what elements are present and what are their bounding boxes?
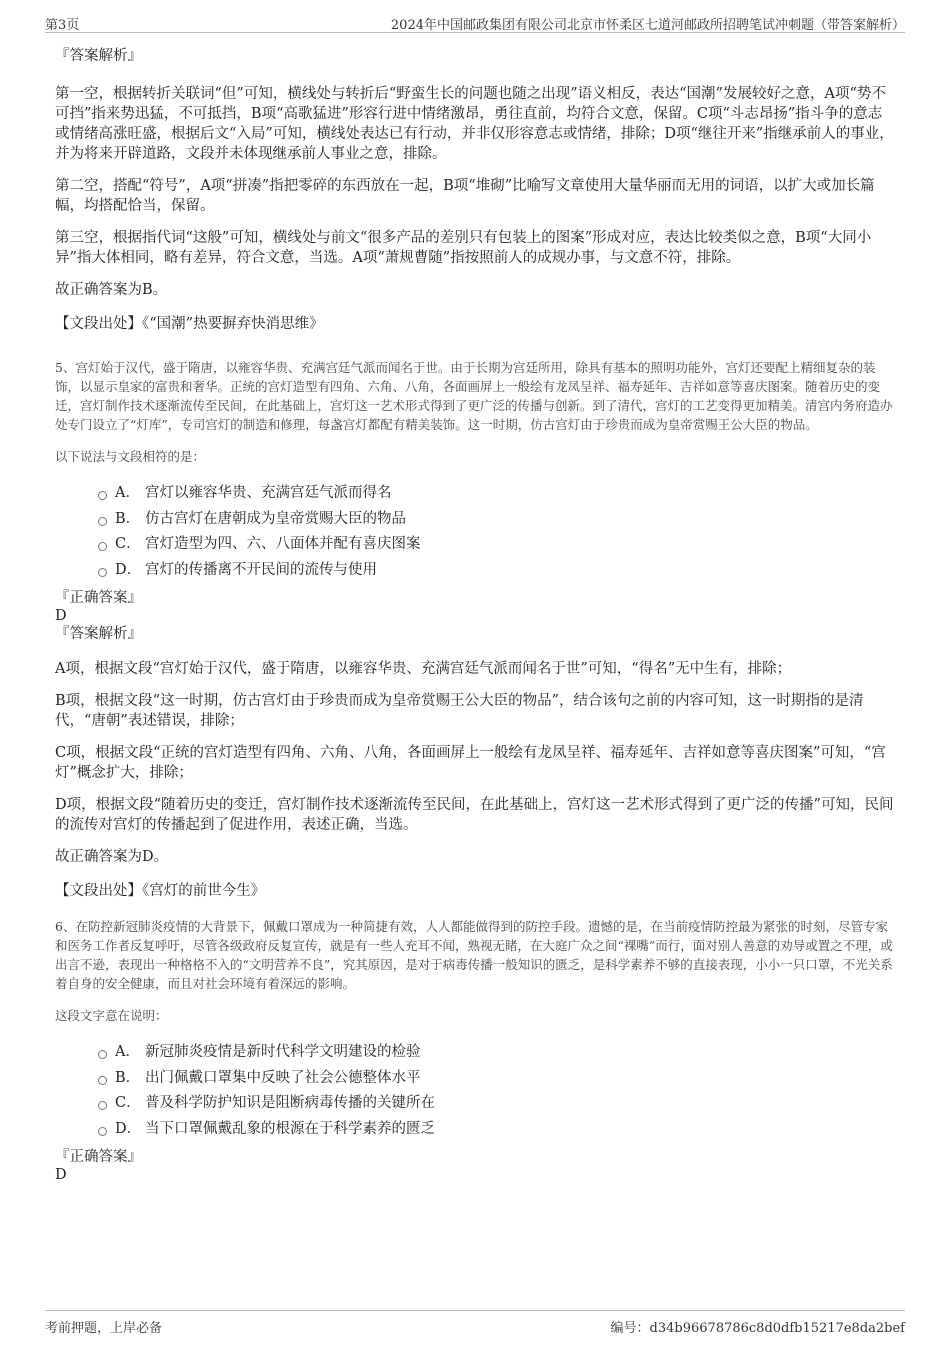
option-b[interactable]: B． 仿古宫灯在唐朝成为皇帝赏赐大臣的物品 [98, 507, 895, 533]
option-d[interactable]: D． 当下口罩佩戴乱象的根源在于科学素养的匮乏 [98, 1117, 895, 1143]
option-text: 宫灯以雍容华贵、充满宫廷气派而得名 [145, 485, 392, 501]
analysis-label: 『答案解析』 [55, 626, 142, 642]
analysis-paragraph: C项，根据文段“正统的宫灯造型有四角、六角、八角，各面画屏上一般绘有龙凤呈祥、福寿延年、吉祥如意等喜庆图案”可知，“宫灯”概念扩大，排除； [55, 745, 886, 781]
option-d[interactable]: D． 宫灯的传播离不开民间的流传与使用 [98, 558, 895, 584]
option-text: 出门佩戴口罩集中反映了社会公德整体水平 [145, 1069, 421, 1086]
question-passage: 5、宫灯始于汉代，盛于隋唐，以雍容华贵、充满宫廷气派而闻名于世。由于长期为宫廷所用，除具有基本的照明功能外，宫灯还要配上精细复杂的装饰，以显示皇家的富贵和奢华。正统的宫灯造型有四角、六角、八角，各面画屏上一般绘有龙凤呈祥、福寿延年、吉祥如意等喜庆图案。随着历史的变迁，宫灯制作技术逐渐流传至民间，在此基础上，宫灯这一艺术形式得到了更广泛的传播与创新。到了清代，宫灯的工艺变得更加精美。清宫内务府造办处专门设立了“灯库”，专司宫灯的制造和修理，每盏宫灯都配有精美装饰。这一时期，仿古宫灯由于珍贵而成为皇帝赏赐王公大臣的物品。 [55, 360, 893, 432]
option-text: 仿古宫灯在唐朝成为皇帝赏赐大臣的物品 [145, 510, 406, 527]
question-6 [55, 917, 895, 1184]
option-b[interactable]: B． 出门佩戴口罩集中反映了社会公德整体水平 [98, 1066, 895, 1092]
option-a[interactable]: A． 宫灯以雍容华贵、充满宫廷气派而得名 [98, 481, 895, 507]
radio-icon[interactable] [98, 568, 107, 577]
option-text: 新冠肺炎疫情是新时代科学文明建设的检验 [145, 1044, 421, 1060]
page-number: 第3页 [45, 18, 80, 33]
correct-answer: D [55, 1167, 67, 1183]
radio-icon[interactable] [98, 1101, 107, 1110]
analysis-section-top [55, 46, 895, 334]
radio-icon[interactable] [98, 1050, 107, 1059]
page-footer [45, 1310, 905, 1335]
document-title: 2024年中国邮政集团有限公司北京市怀柔区七道河邮政所招聘笔试冲刺题（带答案解析） [390, 18, 905, 33]
analysis-label: 『答案解析』 [55, 48, 142, 64]
source-citation: 【文段出处】《“国潮”热要摒弃快消思维》 [55, 316, 324, 332]
option-a[interactable]: A． 新冠肺炎疫情是新时代科学文明建设的检验 [98, 1040, 895, 1066]
option-c[interactable]: C． 宫灯造型为四、六、八面体并配有喜庆图案 [98, 532, 895, 558]
option-list [55, 1040, 895, 1142]
radio-icon[interactable] [98, 1076, 107, 1085]
radio-icon[interactable] [98, 517, 107, 526]
footer-slogan: 考前押题，上岸必备 [45, 1321, 163, 1336]
question-5 [55, 358, 895, 901]
option-c[interactable]: C． 普及科学防护知识是阻断病毒传播的关键所在 [98, 1091, 895, 1117]
final-answer-text: 故正确答案为D。 [55, 849, 169, 865]
analysis-paragraph: B项，根据文段“这一时期，仿古宫灯由于珍贵而成为皇帝赏赐王公大臣的物品”，结合该句之前的内容可知，这一时期指的是清代，“唐朝”表述错误，排除； [55, 693, 864, 729]
correct-answer-label: 『正确答案』 [55, 590, 142, 606]
option-text: 宫灯的传播离不开民间的流传与使用 [145, 561, 377, 578]
analysis-paragraph: 第三空，根据指代词“这般”可知，横线处与前文“很多产品的差别只有包装上的图案”形成对应，表达比较类似之意，B项“大同小异”指大体相同，略有差异，符合文意，当选。A项“萧规曹随”指按照前人的成规办事，与文意不符，排除。 [55, 230, 872, 266]
option-text: 当下口罩佩戴乱象的根源在于科学素养的匮乏 [145, 1120, 435, 1137]
radio-icon[interactable] [98, 1127, 107, 1136]
analysis-paragraph: D项，根据文段“随着历史的变迁，宫灯制作技术逐渐流传至民间，在此基础上，宫灯这一艺术形式得到了更广泛的传播”可知，民间的流传对宫灯的传播起到了促进作用，表述正确，当选。 [55, 797, 894, 833]
radio-icon[interactable] [98, 491, 107, 500]
correct-answer-label: 『正确答案』 [55, 1149, 142, 1165]
analysis-paragraph: A项，根据文段“宫灯始于汉代，盛于隋唐，以雍容华贵、充满宫廷气派而闻名于世”可知，“得名”无中生有，排除； [55, 661, 792, 677]
document-code: 编号：d34b96678786c8d0dfb15217e8da2bef [610, 1321, 905, 1336]
question-prompt: 以下说法与文段相符的是： [55, 449, 206, 464]
source-citation: 【文段出处】《宫灯的前世今生》 [55, 883, 266, 899]
analysis-paragraph: 第一空，根据转折关联词“但”可知，横线处与转折后“野蛮生长的问题也随之出现”语义相反，表达“国潮”发展较好之意，A项“势不可挡”指来势迅猛，不可抵挡，B项“高歌猛进”形容行进中情绪激昂，勇往直前，均符合文意，保留。C项“斗志昂扬”指斗争的意志或情绪高涨旺盛，根据后文“入局”可知，横线处表达已有行动，并非仅形容意志或情绪，排除；D项“继往开来”指继承前人的事业，并为将来开辟道路，文段并未体现继承前人事业之意，排除。 [55, 86, 894, 162]
option-text: 宫灯造型为四、六、八面体并配有喜庆图案 [145, 536, 421, 552]
question-passage: 6、在防控新冠肺炎疫情的大背景下，佩戴口罩成为一种简捷有效，人人都能做得到的防控手段。遗憾的是，在当前疫情防控最为紧张的时刻，尽管专家和医务工作者反复呼吁，尽管各级政府反复宣传，就是有一些人充耳不闻，熟视无睹，在大庭广众之间“裸嘴”而行，面对别人善意的劝导或置之不理，或出言不逊，表现出一种格格不入的“文明营养不良”，究其原因，是对于病毒传播一般知识的匮乏，是科学素养不够的直接表现，小小一只口罩，不光关系着自身的安全健康，而且对社会环境有着深远的影响。 [55, 919, 893, 991]
document-body [55, 40, 895, 1184]
option-list [55, 481, 895, 583]
option-text: 普及科学防护知识是阻断病毒传播的关键所在 [145, 1095, 435, 1111]
final-answer-text: 故正确答案为B。 [55, 282, 168, 298]
correct-answer: D [55, 608, 67, 624]
analysis-paragraph: 第二空，搭配“符号”，A项“拼凑”指把零碎的东西放在一起，B项“堆砌”比喻写文章使用大量华丽而无用的词语，以扩大或加长篇幅，均搭配恰当，保留。 [55, 178, 875, 214]
question-prompt: 这段文字意在说明： [55, 1008, 168, 1023]
page-header [45, 10, 905, 33]
radio-icon[interactable] [98, 542, 107, 551]
